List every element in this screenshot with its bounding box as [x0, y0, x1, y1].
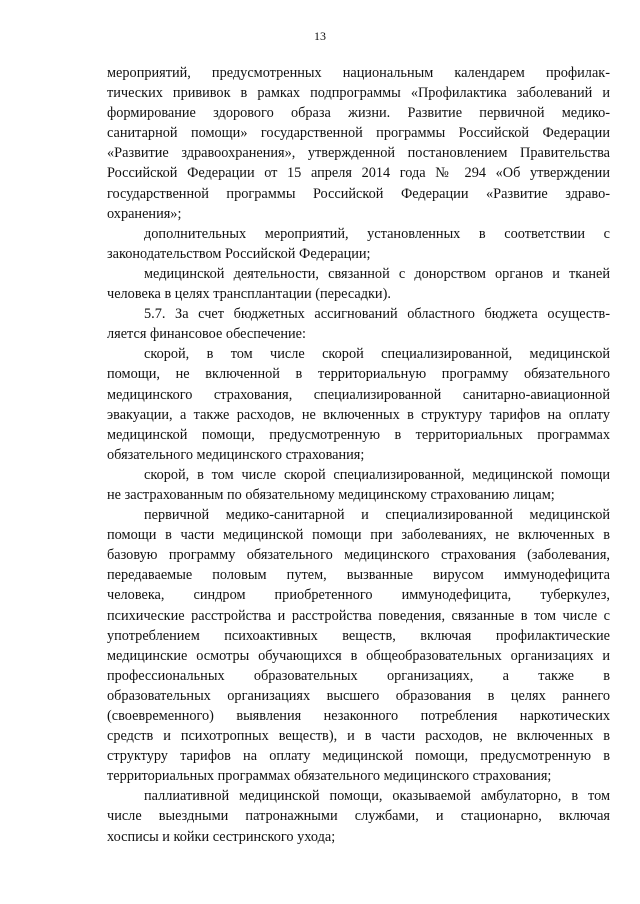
text-line: первичной медико-санитарной и специализированной медицинской — [144, 507, 610, 524]
paragraph — [107, 786, 610, 846]
text-line: медицинской помощи, предусмотренную в территориальных программах — [107, 426, 610, 443]
paragraph — [107, 465, 610, 505]
text-line: санитарной помощи» государственной программы Российской Федерации — [107, 125, 610, 142]
text-line: не застрахованным по обязательному медицинскому страхованию лицам; — [107, 486, 555, 503]
text-line: ляется финансовое обеспечение: — [107, 326, 307, 343]
page-number: 13 — [314, 29, 326, 43]
text-line: мероприятий, предусмотренных национальным календарем профилак- — [107, 65, 610, 81]
text-line: законодательством Российской Федерации; — [107, 245, 371, 262]
text-line: эвакуации, а также расходов, не включенных в структуру тарифов на оплату — [107, 406, 610, 423]
text-line: помощи, не включенной в территориальную программу обязательного — [107, 366, 610, 383]
paragraph — [107, 344, 610, 465]
text-line: профессиональных образовательных организациях, а также в — [107, 667, 610, 684]
text-line: обязательного медицинского страхования; — [107, 446, 365, 463]
text-line: государственной программы Российской Федерации «Развитие здраво- — [107, 185, 610, 202]
text-line: психические расстройства и расстройства поведения, связанные в том числе с — [107, 607, 610, 624]
text-line: паллиативной медицинской помощи, оказываемой амбулаторно, в том — [144, 788, 610, 805]
text-line: медицинские осмотры обучающихся в общеобразовательных организациях и — [107, 647, 610, 664]
text-line: числе выездными патронажными службами, и стационарно, включая — [107, 808, 610, 825]
paragraph — [107, 264, 610, 304]
text-line: хосписы и койки сестринского ухода; — [107, 828, 336, 845]
text-line: передаваемые половым путем, вызванные вирусом иммунодефицита — [107, 567, 610, 584]
text-line: (своевременного) выявления незаконного потребления наркотических — [107, 708, 610, 724]
text-line: «Развитие здравоохранения», утвержденной постановлением Правительства — [107, 145, 610, 162]
text-line: скорой, в том числе скорой специализированной, медицинской — [144, 346, 610, 363]
text-line: медицинской деятельности, связанной с донорством органов и тканей — [144, 265, 610, 282]
paragraph — [107, 63, 610, 224]
paragraph — [107, 505, 610, 786]
text-line: средств и психотропных веществ), и в части расходов, не включенных в — [107, 728, 610, 745]
text-line: медицинского страхования, специализированной санитарно-авиационной — [107, 386, 610, 403]
text-line: человека, синдром приобретенного иммунодефицита, туберкулез, — [107, 587, 610, 604]
text-line: помощи в части медицинской помощи при заболеваниях, не включенных в — [107, 527, 610, 544]
text-line: образовательных организациях высшего образования в целях раннего — [107, 687, 610, 704]
text-line: базовую программу обязательного медицинского страхования (заболевания, — [107, 547, 610, 564]
text-line: дополнительных мероприятий, установленных в соответствии с — [144, 225, 610, 242]
document-body — [107, 63, 610, 847]
paragraph — [107, 224, 610, 264]
text-line: тических прививок в рамках подпрограммы «Профилактика заболеваний и — [107, 85, 610, 102]
text-line: охранения»; — [107, 205, 182, 222]
text-line: Российской Федерации от 15 апреля 2014 года № 294 «Об утверждении — [107, 165, 610, 182]
text-line: территориальных программах обязательного медицинского страхования; — [107, 768, 552, 785]
text-line: формирование здорового образа жизни. Развитие первичной медико- — [107, 105, 610, 122]
text-line: человека в целях трансплантации (пересадки). — [107, 286, 391, 303]
paragraph — [107, 304, 610, 344]
text-line: структуру тарифов на оплату медицинской помощи, предусмотренную в — [107, 748, 610, 765]
text-line: 5.7. За счет бюджетных ассигнований областного бюджета осуществ- — [144, 306, 610, 323]
text-line: употреблением психоактивных веществ, включая профилактические — [107, 627, 610, 644]
text-line: скорой, в том числе скорой специализированной, медицинской помощи — [144, 466, 610, 483]
